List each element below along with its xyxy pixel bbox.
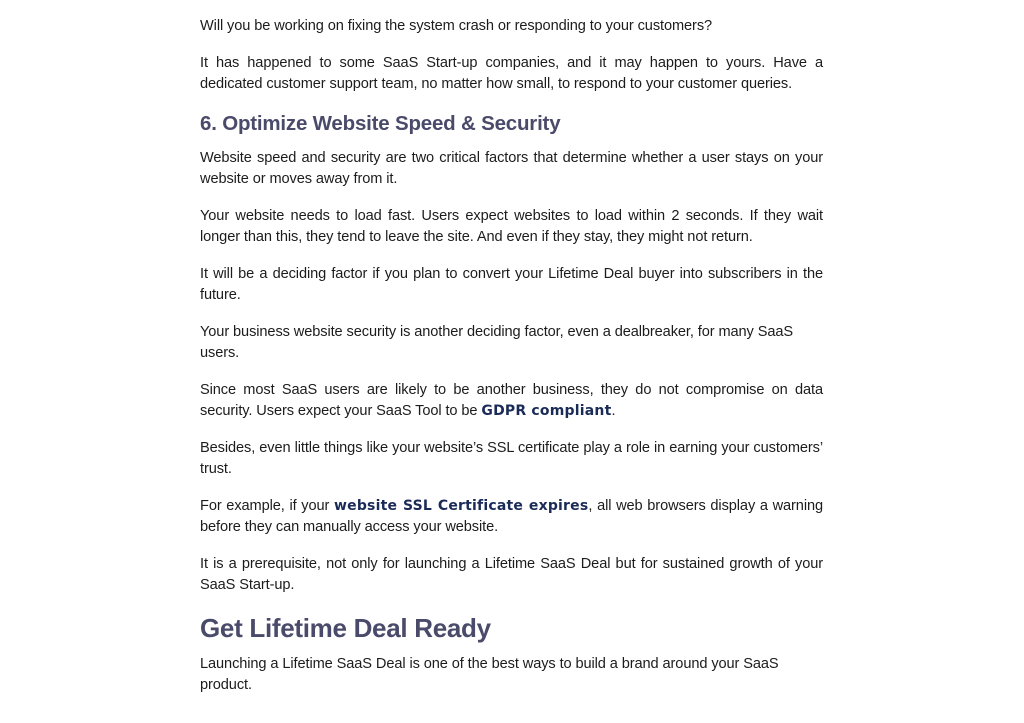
ssl-certificate-expires-link[interactable]: website SSL Certificate expires — [333, 498, 589, 514]
gdpr-compliant-link[interactable]: GDPR compliant — [481, 403, 612, 419]
paragraph-deciding-factor: It will be a deciding factor if you plan to convert your Lifetime Deal buyer into subscribers in the future. — [200, 266, 823, 303]
paragraph-crash: Will you be working on fixing the system crash or responding to your customers? — [200, 18, 713, 34]
paragraph-prerequisite: It is a prerequisite, not only for launching a Lifetime SaaS Deal but for sustained growth of your SaaS Start-up. — [200, 556, 823, 593]
paragraph-gdpr-text-after: . — [611, 403, 616, 419]
paragraph-gdpr — [200, 380, 823, 422]
paragraph-ssl-example — [200, 496, 823, 538]
paragraph-load-fast: Your website needs to load fast. Users expect websites to load within 2 seconds. If they wait longer than this, they tend to leave the site. And even if they stay, they might not return. — [200, 208, 823, 245]
paragraph-happened: It has happened to some SaaS Start-up companies, and it may happen to yours. Have a dedicated customer support team, no matter how small, to respond to your customer queries. — [200, 55, 823, 92]
section-heading-lifetime-deal-ready: Get Lifetime Deal Ready — [200, 613, 491, 643]
section-heading-speed-security: 6. Optimize Website Speed & Security — [200, 112, 561, 135]
paragraph-ssl-text-before: For example, if your — [200, 498, 334, 514]
article-body — [200, 16, 823, 712]
paragraph-gdpr-text-before: Since most SaaS users are likely to be another business, they do not compromise on data security. Users expect your SaaS Tool to be — [200, 382, 823, 419]
paragraph-launching: Launching a Lifetime SaaS Deal is one of the best ways to build a brand around your SaaS product. — [200, 656, 779, 693]
paragraph-ssl-text-after: , all web browsers display a warning before they can manually access your website. — [200, 498, 824, 535]
paragraph-security: Your business website security is another deciding factor, even a dealbreaker, for many SaaS users. — [200, 324, 794, 361]
paragraph-ssl-trust: Besides, even little things like your website’s SSL certificate play a role in earning your customers’ trust. — [200, 440, 823, 477]
paragraph-speed-security: Website speed and security are two critical factors that determine whether a user stays on your website or moves away from it. — [200, 150, 823, 187]
